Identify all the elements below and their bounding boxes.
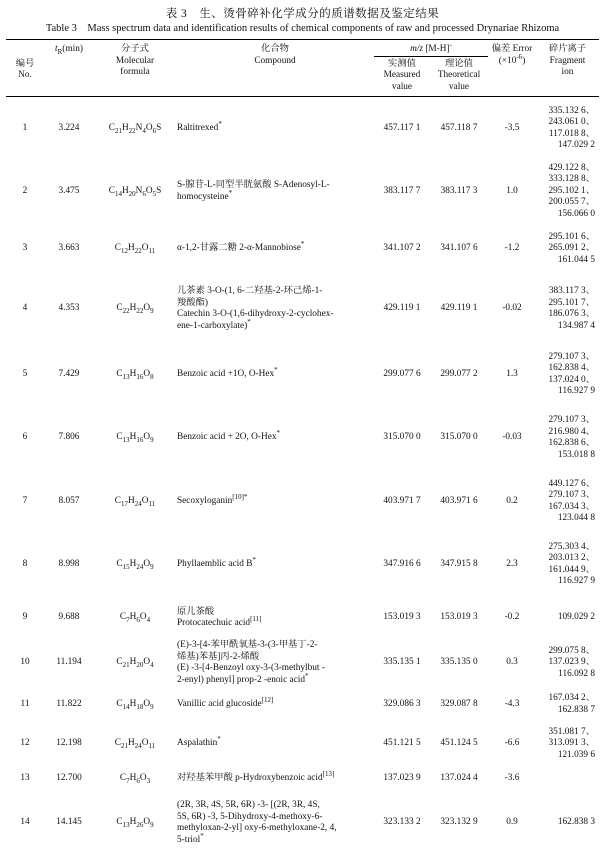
fragment-cell: 295.101 6、 265.091 2、 161.044 5 [536,223,599,275]
header-error: 偏差 Error $(\times 10^{-6})$ [488,40,536,97]
no-cell: 3 [6,223,44,275]
compound-cell: S-腺苷-L-同型半胱氨酸 S-Adenosyl-L- homocysteine* [176,160,374,223]
error-cell: -6.6 [488,723,536,765]
retention-time-cell: 14.145 [44,793,94,853]
compound-cell: α-1,2-甘露二糖 2-α-Mannobiose* [176,223,374,275]
theoretical-cell: 341.107 6 [430,223,488,275]
theoretical-cell: 457.118 7 [430,97,488,161]
compound-cell: Raltitrexed* [176,97,374,161]
formula-cell: $C_{22}H_{22}O_9$ [94,275,176,343]
header-measured: 实测值 Measured value [374,56,430,97]
header-retention-time: $t_R(\min)$ [44,40,94,97]
retention-time-cell: 7.806 [44,406,94,470]
error-cell: -0.2 [488,596,536,640]
error-cell: 0.9 [488,793,536,853]
error-cell: 0.3 [488,640,536,686]
measured-cell: 429.119 1 [374,275,430,343]
no-cell: 12 [6,723,44,765]
fragment-cell: 449.127 6、 279.107 3、 167.034 3、 123.044 8 [536,470,599,533]
no-cell: 11 [6,686,44,723]
measured-cell: 335.135 1 [374,640,430,686]
compound-cell: (E)-3-[4-苯甲酰氧基-3-(3-甲基丁-2- 烯基)苯基]丙-2-烯酸 (E) -3-[4-Benzoyl oxy-3-(3-methylbut - 2-enyl) phenyl] prop-2 -enoic acid* [176,640,374,686]
theoretical-cell: 451.124 5 [430,723,488,765]
compound-cell: (2R, 3R, 4S, 5R, 6R) -3- [(2R, 3R, 4S, 5S, 6R) -3, 5-Dihydroxy-4-methoxy-6- methyloxan-2-yl] oxy-6-methyloxane-2, 4, 5-triol* [176,793,374,853]
fragment-cell: 429.122 8、 333.128 8、 295.102 1、 200.055 7、 156.066 0 [536,160,599,223]
no-cell: 4 [6,275,44,343]
measured-cell: 153.019 3 [374,596,430,640]
retention-time-cell: 3.475 [44,160,94,223]
error-cell: -1.2 [488,223,536,275]
no-cell: 7 [6,470,44,533]
table-row [6,765,599,793]
table-row [6,533,599,596]
table-row [6,686,599,723]
retention-time-cell: 11.194 [44,640,94,686]
measured-cell: 457.117 1 [374,97,430,161]
table-row [6,160,599,223]
compound-cell: 儿茶素 3-O-(1, 6-二羟基-2-环己烯-1- 羧酸酯) Catechin 3-O-(1,6-dihydroxy-2-cyclohex- ene-1-carboxylate)* [176,275,374,343]
no-cell: 10 [6,640,44,686]
no-cell: 1 [6,97,44,161]
compound-cell: Benzoic acid + 2O, O-Hex* [176,406,374,470]
no-cell: 5 [6,343,44,406]
formula-cell: $C_{21}H_{22}N_4O_6S$ [94,97,176,161]
measured-cell: 403.971 7 [374,470,430,533]
theoretical-cell: 335.135 0 [430,640,488,686]
compound-cell: Aspalathin* [176,723,374,765]
retention-time-cell: 12.198 [44,723,94,765]
no-cell: 9 [6,596,44,640]
fragment-cell [536,765,599,793]
fragment-cell: 279.107 3、 216.980 4、 162.838 6、 153.018 8 [536,406,599,470]
measured-cell: 315.070 0 [374,406,430,470]
fragment-cell: 351.081 7、 313.091 3、 121.039 6 [536,723,599,765]
theoretical-cell: 403.971 6 [430,470,488,533]
theoretical-cell: 299.077 2 [430,343,488,406]
header-no: 编号 No. [6,40,44,97]
compound-cell: Benzoic acid +1O, O-Hex* [176,343,374,406]
retention-time-cell: 3.663 [44,223,94,275]
formula-cell: $C_{12}H_{22}O_{11}$ [94,223,176,275]
table-caption-cn: 表 3 生、烫骨碎补化学成分的质谱数据及鉴定结果 [6,7,599,21]
table-row [6,275,599,343]
formula-cell: $C_{17}H_{24}O_{11}$ [94,470,176,533]
retention-time-cell: 4.353 [44,275,94,343]
formula-cell: $C_{13}H_{16}O_8$ [94,343,176,406]
header-compound: 化合物 Compound [176,40,374,97]
theoretical-cell: 137.024 4 [430,765,488,793]
theoretical-cell: 153.019 3 [430,596,488,640]
retention-time-cell: 8.998 [44,533,94,596]
error-cell: -3.6 [488,765,536,793]
measured-cell: 341.107 2 [374,223,430,275]
table-row [6,406,599,470]
retention-time-cell: 12.700 [44,765,94,793]
fragment-cell: 167.034 2、 162.838 7 [536,686,599,723]
fragment-cell: 383.117 3、 295.101 7、 186.076 3、 134.987 4 [536,275,599,343]
table-row [6,343,599,406]
compound-cell: Vanillic acid glucoside[12] [176,686,374,723]
retention-time-cell: 11.822 [44,686,94,723]
fragment-cell: 335.132 6、 243.061 0、 117.018 8、 147.029 2 [536,97,599,161]
no-cell: 2 [6,160,44,223]
formula-cell: $C_7H_6O_3$ [94,765,176,793]
measured-cell: 323.133 2 [374,793,430,853]
header-formula: 分子式 Molecular formula [94,40,176,97]
measured-cell: 137.023 9 [374,765,430,793]
no-cell: 13 [6,765,44,793]
formula-cell: $C_{21}H_{24}O_{11}$ [94,723,176,765]
retention-time-cell: 7.429 [44,343,94,406]
table-row [6,596,599,640]
header-fragment: 碎片离子 Fragment ion [536,40,599,97]
table-row [6,723,599,765]
measured-cell: 347.916 6 [374,533,430,596]
table-caption-en: Table 3 Mass spectrum data and identification results of chemical components of raw and processed Drynariae Rhizoma [6,22,599,36]
theoretical-cell: 383.117 3 [430,160,488,223]
retention-time-cell: 8.057 [44,470,94,533]
theoretical-cell: 323.132 9 [430,793,488,853]
fragment-cell: 162.838 3 [536,793,599,853]
error-cell: 1.0 [488,160,536,223]
measured-cell: 329.086 3 [374,686,430,723]
theoretical-cell: 429.119 1 [430,275,488,343]
compound-cell: Secoxyloganin$^{[10]*}$ [176,470,374,533]
table-body [6,97,599,853]
table-row [6,793,599,853]
fragment-cell: 279.107 3、 162.838 4、 137.024 0、 116.927 9 [536,343,599,406]
compound-cell: Phyllaemblic acid B* [176,533,374,596]
fragment-cell: 299.075 8、 137.023 9、 116.092 8 [536,640,599,686]
measured-cell: 383.117 7 [374,160,430,223]
measured-cell: 299.077 6 [374,343,430,406]
error-cell: -0.03 [488,406,536,470]
table-row [6,223,599,275]
measured-cell: 451.121 5 [374,723,430,765]
theoretical-cell: 329.087 8 [430,686,488,723]
table-row [6,97,599,161]
compound-cell: 对羟基苯甲酸 p-Hydroxybenzoic acid[13] [176,765,374,793]
formula-cell: $C_{13}H_{26}O_9$ [94,793,176,853]
no-cell: 6 [6,406,44,470]
table-row [6,470,599,533]
theoretical-cell: 347.915 8 [430,533,488,596]
table-row [6,640,599,686]
no-cell: 8 [6,533,44,596]
table-page [6,0,599,853]
formula-cell: $C_{14}H_{18}O_9$ [94,686,176,723]
error-cell: -0.02 [488,275,536,343]
error-cell: -4.3 [488,686,536,723]
formula-cell: $C_{13}H_{16}O_9$ [94,406,176,470]
fragment-cell: 275.303 4、 203.013 2、 161.044 9、 116.927 9 [536,533,599,596]
no-cell: 14 [6,793,44,853]
formula-cell: $C_7H_6O_4$ [94,596,176,640]
formula-cell: $C_{21}H_{20}O_4$ [94,640,176,686]
theoretical-cell: 315.070 0 [430,406,488,470]
header-theoretical: 理论值 Theoretical value [430,56,488,97]
retention-time-cell: 3.224 [44,97,94,161]
mass-spectrum-table [6,39,599,853]
compound-cell: 原儿茶酸 Protocatechuic acid[11] [176,596,374,640]
error-cell: -3.5 [488,97,536,161]
formula-cell: $C_{14}H_{20}N_6O_5S$ [94,160,176,223]
retention-time-cell: 9.688 [44,596,94,640]
error-cell: 1.3 [488,343,536,406]
error-cell: 0.2 [488,470,536,533]
fragment-cell: 109.029 2 [536,596,599,640]
error-cell: 2.3 [488,533,536,596]
formula-cell: $C_{15}H_{24}O_9$ [94,533,176,596]
header-mz: m/z [M-H]- [374,40,488,57]
